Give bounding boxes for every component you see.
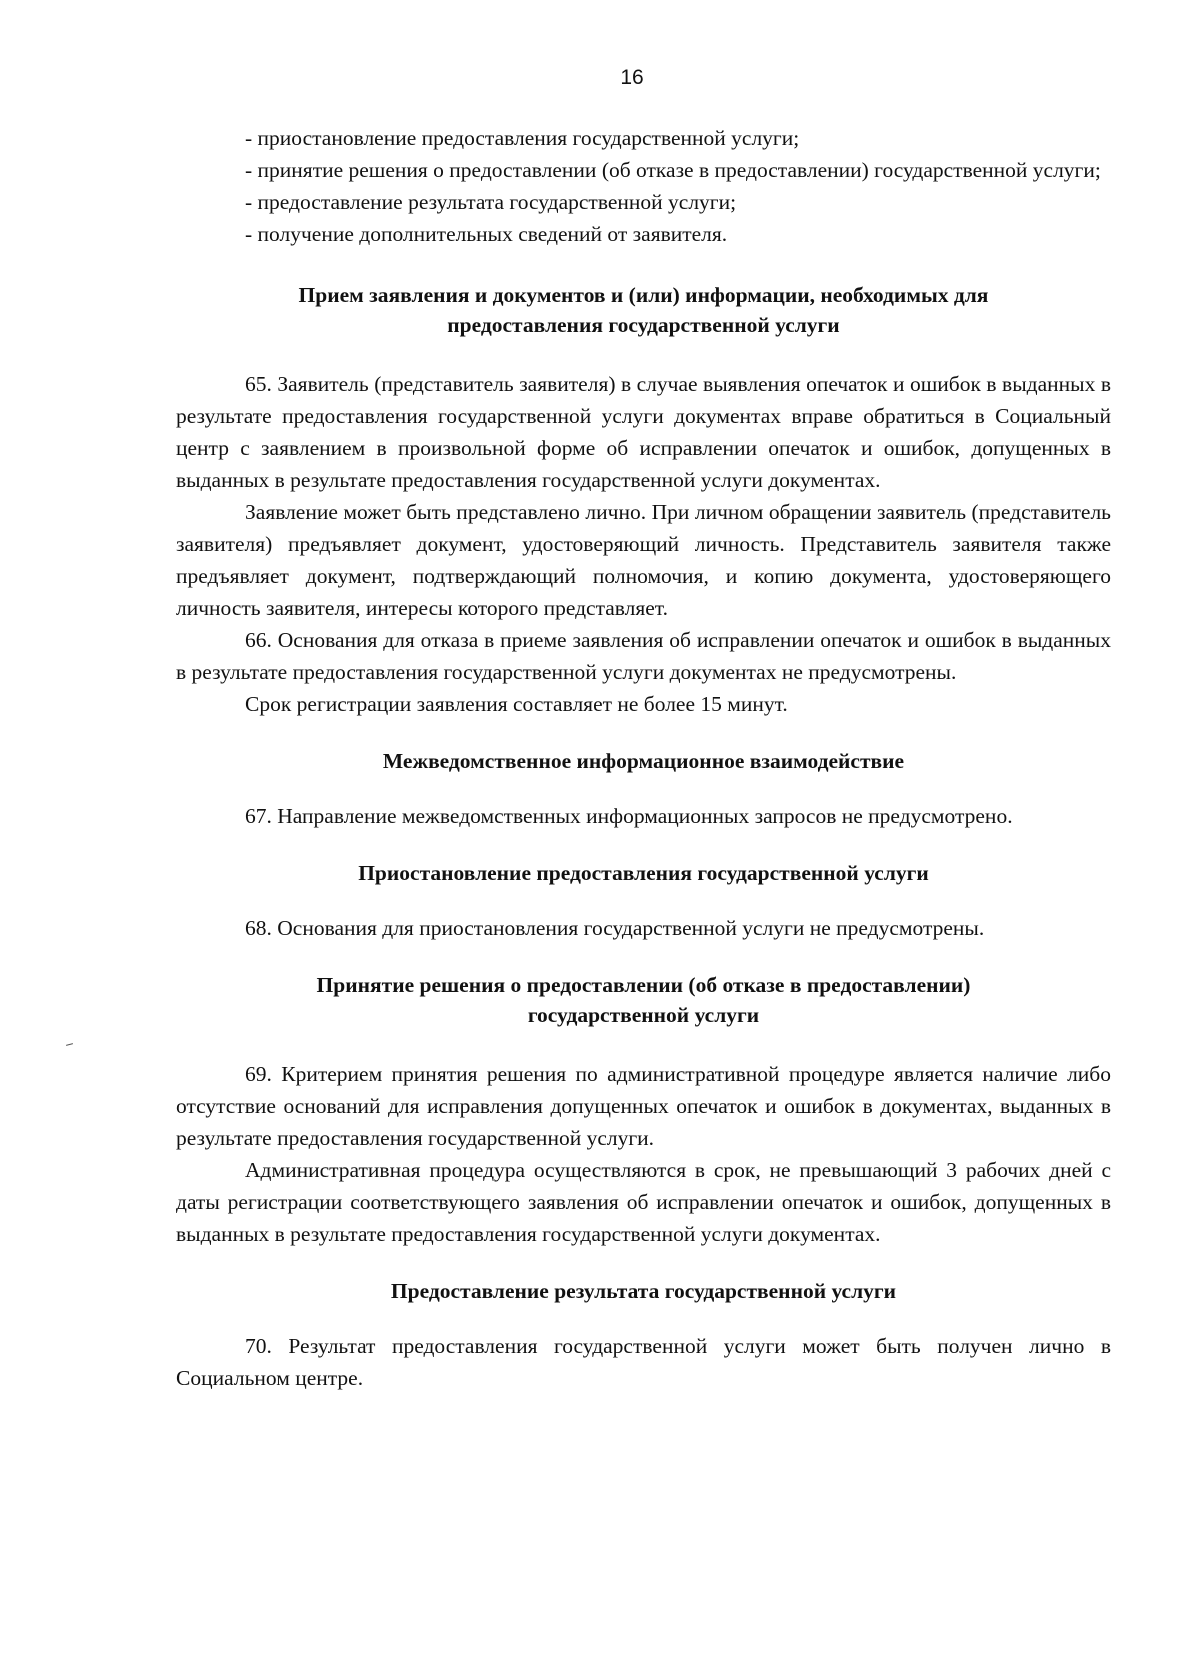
section-body [176, 912, 1111, 944]
section-body [176, 368, 1111, 720]
paragraph: 69. Критерием принятия решения по административной процедуре является наличие либо отсутствие оснований для исправления допущенных опечаток и ошибок в документах, выданных в результате предоставления государственной услуги. [176, 1062, 1111, 1150]
section-heading-line: государственной услуги [527, 1003, 760, 1027]
section-heading-line: предоставления государственной услуги [447, 313, 840, 337]
list-item: - получение дополнительных сведений от заявителя. [245, 222, 728, 246]
section-heading [176, 746, 1111, 776]
section-heading-line: Предоставление результата государственной услуги [390, 1279, 897, 1303]
list-block [176, 122, 1111, 250]
list-item: - предоставление результата государственной услуги; [245, 190, 737, 214]
section-body [176, 1330, 1111, 1394]
paragraph: 68. Основания для приостановления государственной услуги не предусмотрены. [245, 916, 985, 940]
paragraph: 67. Направление межведомственных информационных запросов не предусмотрено. [245, 804, 1013, 828]
section-heading [176, 858, 1111, 888]
paragraph: Административная процедура осуществляются в срок, не превышающий 3 рабочих дней с даты регистрации соответствующего заявления об исправлении опечаток и ошибок, допущенных в выданных в результате предоставления государственной услуги документах. [176, 1158, 1111, 1246]
paragraph: Заявление может быть представлено лично. При личном обращении заявитель (представитель заявителя) предъявляет документ, удостоверяющий личность. Представитель заявителя также предъявляет документ, подтверждающий полномочия, и копию документа, удостоверяющего личность заявителя, интересы которого представляет. [176, 500, 1111, 620]
scan-artifact-mark [66, 1043, 73, 1046]
section-heading-line: Принятие решения о предоставлении (об отказе в предоставлении) [316, 973, 971, 997]
section-heading [176, 280, 1111, 340]
paragraph: 70. Результат предоставления государственной услуги может быть получен лично в Социальном центре. [176, 1334, 1111, 1390]
section-heading-line: Межведомственное информационное взаимодействие [382, 749, 905, 773]
paragraph: 66. Основания для отказа в приеме заявления об исправлении опечаток и ошибок в выданных в результате предоставления государственной услуги документах не предусмотрены. [176, 628, 1111, 684]
section-heading-line: Прием заявления и документов и (или) информации, необходимых для [298, 283, 989, 307]
section-body [176, 1058, 1111, 1250]
section-heading-line: Приостановление предоставления государственной услуги [358, 861, 929, 885]
section-heading [176, 1276, 1111, 1306]
paragraph: Срок регистрации заявления составляет не более 15 минут. [245, 692, 788, 716]
section-heading [176, 970, 1111, 1030]
section-body [176, 800, 1111, 832]
paragraph: 65. Заявитель (представитель заявителя) в случае выявления опечаток и ошибок в выданных в результате предоставления государственной услуги документах вправе обратиться в Социальный центр с заявлением в произвольной форме об исправлении опечаток и ошибок, допущенных в выданных в результате предоставления государственной услуги документах. [176, 372, 1111, 492]
page-number: 16 [620, 66, 644, 89]
list-item: - приостановление предоставления государственной услуги; [245, 126, 800, 150]
document-body [176, 122, 1111, 1394]
list-item: - принятие решения о предоставлении (об отказе в предоставлении) государственной услуги; [245, 158, 1101, 182]
